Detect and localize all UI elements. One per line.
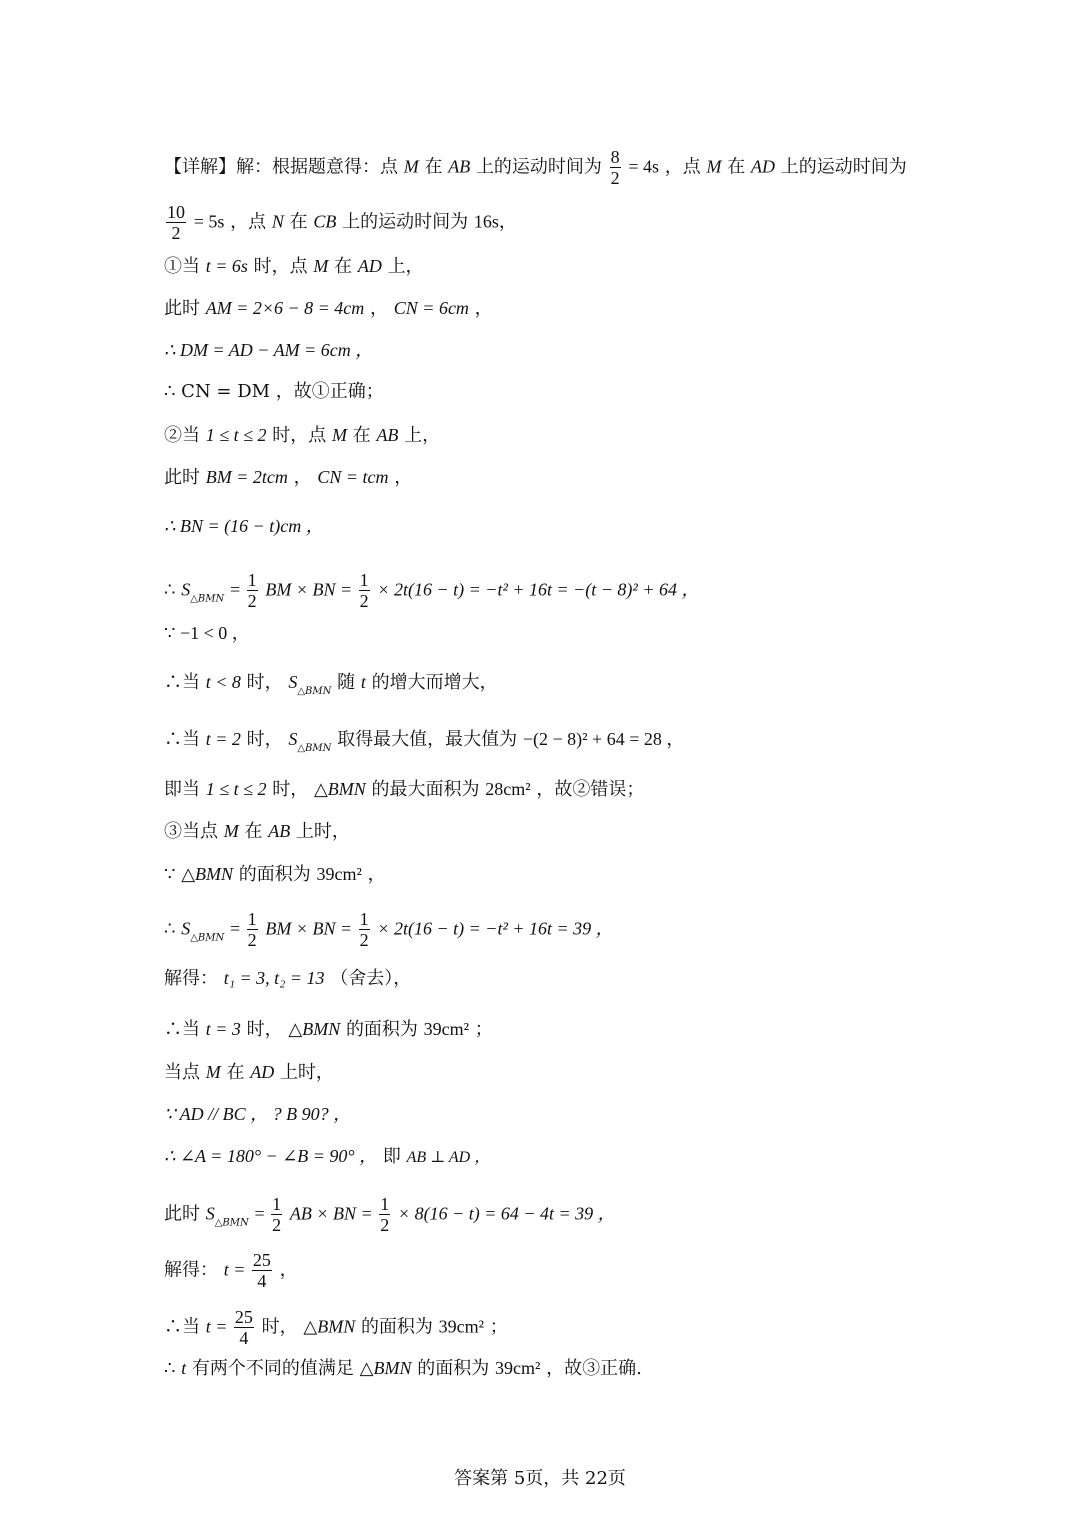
var: S	[181, 579, 191, 600]
value: 39cm²	[316, 864, 362, 884]
var: S	[288, 729, 298, 749]
solution-line-9: ∴ BN = (16 − t)cm ，	[164, 516, 324, 536]
text: ∵	[164, 864, 176, 885]
solution-line-10: ∴ $S_{\triangle BMN}$ = $\frac{1}{2}$ BM × BN = $\frac{1}{2}$ × 2t(16 − t) = −t² + 16t = −(t − 8)² + 64 ，	[164, 570, 700, 611]
fraction-25-4: $\frac{25}{4}$	[234, 1307, 253, 1348]
var: M	[313, 256, 329, 276]
text: 的增大而增大，	[371, 672, 498, 693]
comma: ，	[394, 467, 413, 488]
var: AD	[250, 1062, 275, 1082]
var: S	[181, 918, 191, 939]
comma: ，	[370, 298, 389, 319]
fraction-25-4: $\frac{25}{4}$	[252, 1250, 271, 1291]
solution-line-3	[164, 254, 424, 279]
expr: t = 3	[205, 1019, 241, 1039]
comma: ，	[293, 467, 312, 488]
text: 上，	[404, 425, 441, 446]
var: M	[706, 156, 722, 177]
solution-line-4	[164, 296, 493, 321]
text: ∴当	[164, 1316, 200, 1338]
text: 在	[727, 156, 746, 178]
text: ∴	[164, 1358, 176, 1379]
fraction-half: $\frac{1}{2}$	[247, 909, 257, 950]
value: 39cm²	[494, 1358, 541, 1378]
solution-line-25	[164, 1307, 508, 1348]
fraction-8-2: $\frac{8}{2}$	[610, 147, 620, 188]
solution-line-7	[164, 423, 440, 448]
var: t	[181, 1358, 187, 1378]
text: ，故③正确.	[546, 1358, 642, 1379]
subscript: △BMN	[297, 743, 332, 754]
var: CB	[313, 211, 337, 232]
value: = 4s	[628, 156, 660, 177]
text: ∴当	[164, 729, 200, 750]
text: 在	[424, 156, 443, 178]
text: 上时，	[295, 821, 350, 842]
var: M	[331, 425, 347, 445]
text: ②当	[164, 425, 200, 446]
expr: BM × BN =	[265, 918, 357, 939]
solution-line-22	[164, 1144, 490, 1170]
text: 有两个不同的值满足	[191, 1358, 354, 1379]
text: （舍去），	[330, 968, 412, 989]
var: N	[271, 211, 284, 232]
text: ，点	[230, 211, 267, 233]
subscript: △BMN	[190, 593, 225, 605]
text: 上时，	[279, 1062, 334, 1083]
solution-line-16	[164, 862, 386, 887]
solution-line-11: ∵ −1 < 0 ，	[164, 623, 250, 643]
text: 时，	[246, 672, 283, 693]
expr: BM = 2tcm	[205, 467, 288, 487]
text: 即当	[164, 779, 200, 800]
expr: BM × BN =	[265, 579, 357, 600]
triangle: △BMN	[359, 1358, 412, 1378]
text: ；	[474, 1019, 493, 1040]
solution-line-5: ∴ DM = AD − AM = 6cm ，	[164, 340, 374, 360]
text: 此时	[164, 1203, 200, 1225]
solution-line-6: ∴ CN = DM ，故①正确；	[164, 381, 384, 402]
fraction-half: $\frac{1}{2}$	[380, 1194, 390, 1235]
text: ，	[367, 864, 386, 885]
text: ③当点	[164, 821, 218, 842]
text: 取得最大值，最大值为	[337, 729, 518, 750]
text: 时，	[261, 1316, 298, 1338]
text: 【详解】解：根据题意得：点	[164, 156, 398, 178]
var: AB	[448, 156, 471, 177]
value: 39cm²	[423, 1019, 470, 1039]
value: 28cm²	[485, 779, 531, 799]
text: 在	[352, 425, 371, 446]
value: = 5s	[193, 211, 225, 232]
comma: ，	[279, 1259, 298, 1281]
expr: AB ⊥ AD ，	[406, 1149, 491, 1166]
text: 的面积为	[360, 1316, 433, 1338]
text: 在	[289, 211, 308, 233]
text: 时，	[272, 779, 309, 800]
solution-line-2	[164, 202, 517, 243]
triangle: △BMN	[181, 864, 234, 884]
triangle: △BMN	[303, 1316, 356, 1337]
text: 在	[226, 1062, 245, 1083]
solution-line-8	[164, 465, 412, 490]
fraction-half: $\frac{1}{2}$	[247, 570, 257, 611]
var: M	[205, 1062, 221, 1082]
expr: AM = 2×6 − 8 = 4cm	[205, 298, 365, 318]
expr: × 2t(16 − t) = −t² + 16t = −(t − 8)² + 64 ，	[377, 579, 700, 600]
expr: t₁ = 3, t₂ = 13	[223, 968, 325, 988]
text: 时，点	[272, 425, 327, 446]
text: 的最大面积为	[371, 779, 480, 800]
var: t	[360, 672, 366, 692]
text: 解得：	[164, 968, 218, 989]
text: 此时	[164, 467, 200, 488]
text: 上的运动时间为	[342, 211, 469, 233]
var: M	[403, 156, 419, 177]
text: 此时	[164, 298, 200, 319]
text: 的面积为	[345, 1019, 418, 1040]
expr: ∴ ∠A = 180° − ∠B = 90° ，	[164, 1146, 378, 1166]
solution-line-15	[164, 819, 350, 844]
expr: =	[254, 1203, 270, 1224]
fraction-half: $\frac{1}{2}$	[359, 909, 369, 950]
expr: =	[229, 579, 245, 600]
text: ，故②错误；	[536, 779, 645, 800]
text: 在	[334, 256, 353, 277]
solution-line-13	[164, 727, 684, 761]
comma: ，	[474, 298, 493, 319]
var: S	[288, 672, 298, 692]
solution-line-14	[164, 777, 644, 802]
value: 39cm²	[438, 1316, 485, 1337]
expr: t < 8	[205, 672, 241, 692]
var: AD	[751, 156, 775, 177]
triangle: △BMN	[313, 779, 366, 799]
text: 时，	[246, 1019, 283, 1040]
expr: t =	[205, 1316, 232, 1337]
expr: AB × BN =	[289, 1203, 378, 1224]
text: 上的运动时间为	[780, 156, 907, 178]
text: 上的运动时间为	[475, 156, 602, 178]
triangle: △BMN	[288, 1019, 341, 1039]
var: AB	[376, 425, 399, 445]
solution-line-19	[164, 1017, 493, 1042]
fraction-half: $\frac{1}{2}$	[359, 570, 369, 611]
text: ∴当	[164, 672, 200, 693]
text: 即	[382, 1146, 401, 1167]
expr: × 8(16 − t) = 64 − 4t = 39 ，	[397, 1203, 616, 1224]
expr: =	[229, 918, 245, 939]
expr: 1 ≤ t ≤ 2	[205, 425, 267, 445]
text: 在	[244, 821, 263, 842]
expr: 1 ≤ t ≤ 2	[205, 779, 267, 799]
expr: t = 2	[205, 729, 241, 749]
text: 当点	[164, 1062, 200, 1083]
text: ；	[489, 1316, 508, 1338]
value: 16s，	[473, 211, 517, 232]
solution-line-20	[164, 1060, 334, 1085]
subscript: △BMN	[297, 686, 332, 697]
text: 解得：	[164, 1259, 218, 1281]
subscript: △BMN	[214, 1217, 249, 1229]
var: AB	[268, 821, 291, 841]
text: ∴当	[164, 1019, 200, 1040]
text: ，点	[664, 156, 701, 178]
text: 上，	[387, 256, 424, 277]
expr: t =	[223, 1259, 250, 1280]
solution-line-12	[164, 670, 498, 704]
solution-line-23	[164, 1194, 616, 1236]
text: 时，点	[253, 256, 308, 277]
solution-line-17: ∴ $S_{\triangle BMN}$ = $\frac{1}{2}$ BM × BN = $\frac{1}{2}$ × 2t(16 − t) = −t² + 16t = 39 ，	[164, 909, 614, 950]
expr: × 2t(16 − t) = −t² + 16t = 39 ，	[377, 918, 614, 939]
text: ①当	[164, 256, 200, 277]
expr: CN = 6cm	[393, 298, 469, 318]
solution-line-18	[164, 966, 411, 991]
expr: CN = tcm	[317, 467, 389, 487]
solution-line-1	[164, 147, 907, 188]
solution-line-21: ∵ AD // BC ， ? B 90? ，	[164, 1104, 352, 1124]
subscript: △BMN	[190, 932, 225, 944]
text: 时，	[246, 729, 283, 750]
text: 的面积为	[238, 864, 311, 885]
fraction-10-2: $\frac{10}{2}$	[167, 202, 185, 243]
expr: −(2 − 8)² + 64 = 28 ，	[522, 729, 685, 749]
text: 的面积为	[417, 1358, 490, 1379]
text: 随	[337, 672, 356, 693]
var: AD	[357, 256, 382, 276]
var: S	[205, 1203, 215, 1224]
page-footer: 答案第 5页，共 22页	[454, 1468, 626, 1489]
solution-line-26	[164, 1356, 642, 1381]
fraction-half: $\frac{1}{2}$	[272, 1194, 282, 1235]
solution-line-24	[164, 1250, 298, 1291]
expr: t = 6s	[205, 256, 248, 276]
var: M	[223, 821, 239, 841]
